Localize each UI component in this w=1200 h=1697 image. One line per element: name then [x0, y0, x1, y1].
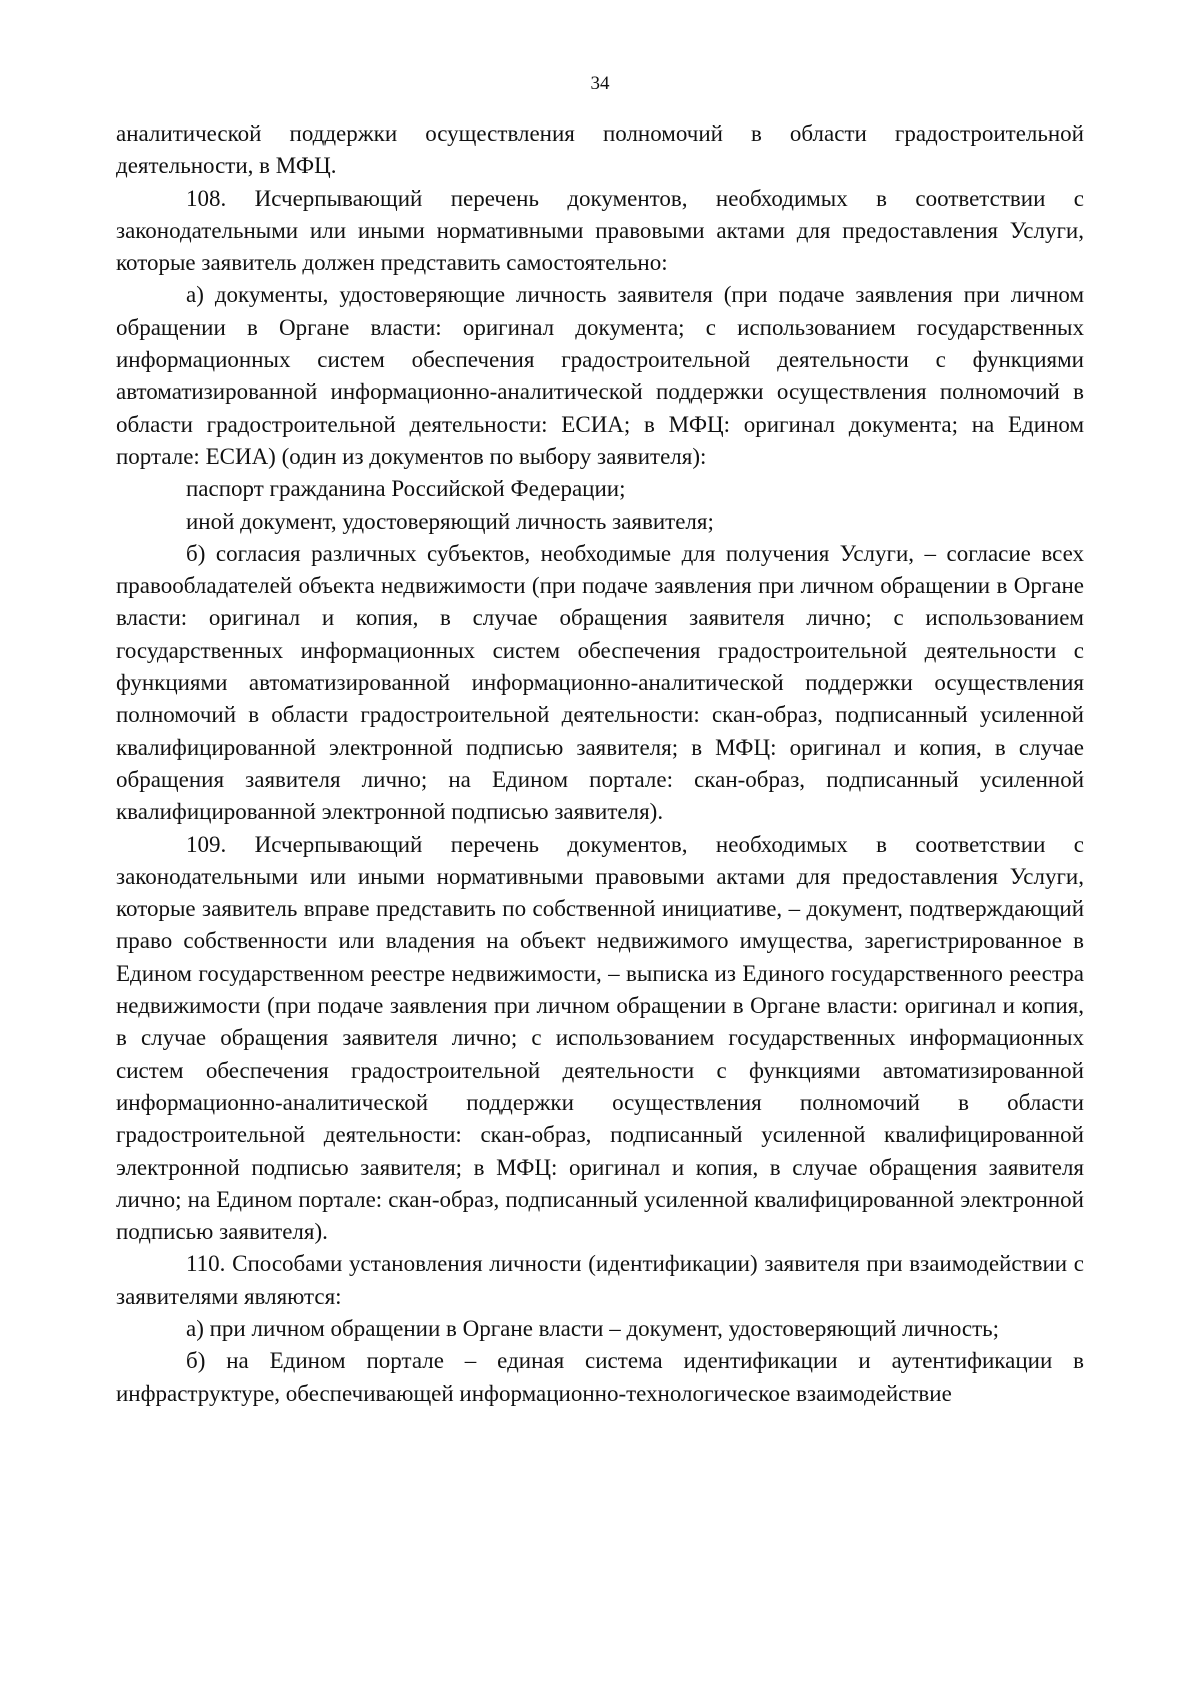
paragraph-passport: паспорт гражданина Российской Федерации;	[186, 476, 626, 502]
page-number: 34	[590, 73, 610, 94]
paragraph-other-document: иной документ, удостоверяющий личность заявителя;	[186, 508, 714, 534]
paragraph-continuation: аналитической поддержки осуществления полномочий в области градостроительной деятельности, в МФЦ.	[116, 121, 1084, 179]
paragraph-110-subitem-a: а) при личном обращении в Органе власти – документ, удостоверяющий личность;	[186, 1315, 1000, 1341]
paragraph-subitem-b: б) согласия различных субъектов, необходимые для получения Услуги, – согласие всех правообладателей объекта недвижимости (при подаче заявления при личном обращении в Органе власти: оригинал и копия, в случае обращения заявителя лично; с использованием государственных информационных систем обеспечения градостроительной деятельности с функциями автоматизированной информационно-аналитической поддержки осуществления полномочий в области градостроительной деятельности: скан-образ, подписанный усиленной квалифицированной электронной подписью заявителя; в МФЦ: оригинал и копия, в случае обращения заявителя лично; на Едином портале: скан-образ, подписанный усиленной квалифицированной электронной подписью заявителя).	[116, 540, 1084, 825]
document-body	[116, 118, 1084, 1410]
paragraph-item-109: 109. Исчерпывающий перечень документов, необходимых в соответствии с законодательными или иными нормативными правовыми актами для предоставления Услуги, которые заявитель вправе представить по собственной инициативе, – документ, подтверждающий право собственности или владения на объект недвижимого имущества, зарегистрированное в Едином государственном реестре недвижимости, – выписка из Единого государственного реестра недвижимости (при подаче заявления при личном обращении в Органе власти: оригинал и копия, в случае обращения заявителя лично; с использованием государственных информационных систем обеспечения градостроительной деятельности с функциями автоматизированной информационно-аналитической поддержки осуществления полномочий в области градостроительной деятельности: скан-образ, подписанный усиленной квалифицированной электронной подписью заявителя; в МФЦ: оригинал и копия, в случае обращения заявителя лично; на Едином портале: скан-образ, подписанный усиленной квалифицированной электронной подписью заявителя).	[116, 831, 1084, 1245]
paragraph-110-subitem-b: б) на Едином портале – единая система идентификации и аутентификации в инфраструктуре, обеспечивающей информационно-технологическое взаимодействие	[116, 1348, 1084, 1406]
paragraph-item-108: 108. Исчерпывающий перечень документов, необходимых в соответствии с законодательными или иными нормативными правовыми актами для предоставления Услуги, которые заявитель должен представить самостоятельно:	[116, 185, 1084, 276]
paragraph-item-110: 110. Способами установления личности (идентификации) заявителя при взаимодействии с заявителями являются:	[116, 1251, 1084, 1309]
paragraph-subitem-a: а) документы, удостоверяющие личность заявителя (при подаче заявления при личном обращении в Органе власти: оригинал документа; с использованием государственных информационных систем обеспечения градостроительной деятельности с функциями автоматизированной информационно-аналитической поддержки осуществления полномочий в области градостроительной деятельности: ЕСИА; в МФЦ: оригинал документа; на Едином портале: ЕСИА) (один из документов по выбору заявителя):	[116, 282, 1084, 469]
